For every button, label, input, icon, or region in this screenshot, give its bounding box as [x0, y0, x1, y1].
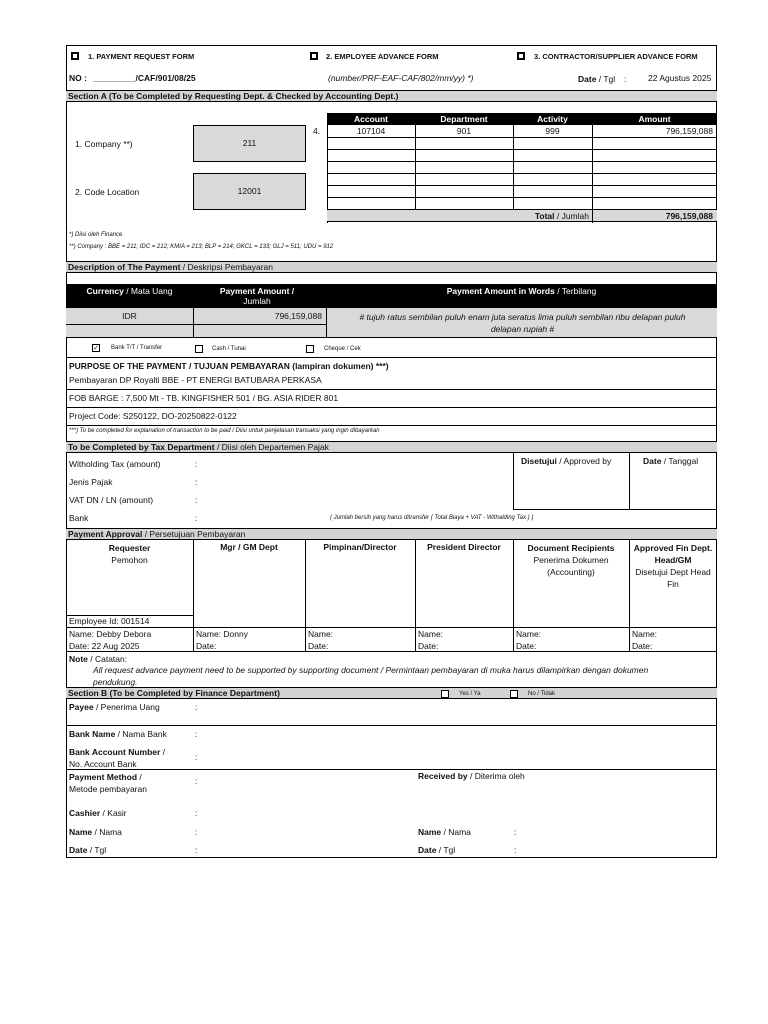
- bank-name-label: Bank Name / Nama Bank: [69, 729, 167, 739]
- employee-advance-checkbox[interactable]: [310, 52, 318, 60]
- form3-label: 3. CONTRACTOR/SUPPLIER ADVANCE FORM: [534, 52, 698, 61]
- payee-label: Payee / Penerima Uang: [69, 702, 160, 712]
- payment-request-checkbox[interactable]: [71, 52, 79, 60]
- purpose-note: ***) To be completed for explanation of transaction to be paid / Diisi untuk penjelasan transaksi yang ingin dibayarkan: [69, 428, 380, 434]
- col-requester: Requester Pemohon: [108, 543, 151, 565]
- tax-colon-2: :: [195, 477, 198, 487]
- tax-vat-label: VAT DN / LN (amount): [69, 495, 154, 505]
- date-colon: :: [624, 74, 627, 84]
- tax-colon-4: :: [195, 513, 198, 523]
- company-value: 211: [193, 125, 306, 162]
- requester-date: Date: 22 Aug 2025: [69, 641, 140, 651]
- no-label: NO :: [69, 73, 87, 83]
- section-a-title: Section A (To be Completed by Requesting Dept. & Checked by Accounting Dept.): [66, 90, 717, 102]
- cashier-name-colon: :: [195, 827, 198, 837]
- received-by-label: Received by / Diterima oleh: [418, 771, 525, 781]
- description-title: Description of The Payment / Deskripsi Pembayaran: [66, 261, 717, 273]
- col-president: President Director: [427, 542, 501, 552]
- currency-value: IDR: [122, 311, 137, 321]
- words-header: Payment Amount in Words / Terbilang: [446, 286, 597, 296]
- requester-name: Name: Debby Debora: [69, 629, 152, 639]
- note-label: Note / Catatan:: [69, 654, 128, 664]
- cell-amount: 796,159,088: [665, 126, 713, 136]
- currency-header: Currency / Mata Uang: [86, 286, 173, 296]
- tax-bank-note: ( Jumlah bersih yang harus ditransfer ( Total Biaya + VAT - Withalding Tax ) ): [330, 515, 534, 521]
- amount-header: Payment Amount / Jumlah: [219, 286, 295, 306]
- tax-date-label: Date / Tanggal: [643, 456, 699, 466]
- president-date: Date:: [418, 641, 439, 651]
- cashier-date-colon: :: [195, 845, 198, 855]
- total-value: 796,159,088: [665, 211, 713, 221]
- cell-activity: 999: [545, 126, 560, 136]
- amount-words: # tujuh ratus sembilan puluh enam juta seratus lima puluh sembilan ribu delapan puluh delapan rupiah #: [359, 312, 686, 334]
- no-checkbox[interactable]: [510, 690, 518, 698]
- section-b-title: Section B (To be Completed by Finance Department): [66, 687, 717, 699]
- recipient-date: Date:: [516, 641, 537, 651]
- total-row: [327, 209, 717, 222]
- col-mgr: Mgr / GM Dept: [220, 542, 278, 552]
- cell-account: 107104: [356, 126, 386, 136]
- purpose-line2: FOB BARGE : 7,500 Mt - TB. KINGFISHER 501 / BG. ASIA RIDER 801: [69, 393, 339, 403]
- tax-witholding-label: Witholding Tax (amount): [69, 459, 161, 469]
- cash-checkbox[interactable]: [195, 345, 203, 353]
- check-icon: ✓: [93, 345, 99, 352]
- note-company: **) Company : BBE = 211; IDC = 212; KMIA = 213; BLP = 214; GKCL = 133; GLJ = 511; UDU = 912: [69, 244, 334, 250]
- tax-approved-by: Disetujui / Approved by: [521, 456, 612, 466]
- mgr-date: Date:: [196, 641, 217, 651]
- tax-bank-label: Bank: [69, 513, 89, 523]
- row-number: 4.: [313, 126, 321, 136]
- number-format: (number/PRF-EAF-CAF/802/mm/yy) *): [328, 73, 474, 83]
- col-fin-head: Approved Fin Dept. Head/GM Disetujui Dept Head Fin: [633, 543, 713, 589]
- form2-label: 2. EMPLOYEE ADVANCE FORM: [326, 52, 439, 61]
- bank-transfer-label: Bank T/T / Transfer: [111, 345, 163, 351]
- tax-colon-3: :: [195, 495, 198, 505]
- no-label: No / Tidak: [528, 691, 556, 697]
- cell-department: 901: [456, 126, 472, 136]
- description-header: [66, 284, 717, 308]
- receiver-date-label: Date / Tgl: [418, 845, 456, 855]
- cash-label: Cash / Tunai: [212, 346, 246, 352]
- cashier-label: Cashier / Kasir: [69, 808, 127, 818]
- company-label: 1. Company **): [75, 139, 133, 149]
- account-table-header: [327, 113, 717, 125]
- tax-colon-1: :: [195, 459, 198, 469]
- col-recipients: Document Recipients Penerima Dokumen (Accounting): [527, 543, 615, 577]
- bank-transfer-checkbox[interactable]: [92, 344, 100, 352]
- yes-checkbox[interactable]: [441, 690, 449, 698]
- recipient-name: Name:: [516, 629, 542, 639]
- header-department: Department: [440, 114, 488, 124]
- note-finance: *) Diisi oleh Finance: [69, 232, 123, 238]
- form1-label: 1. PAYMENT REQUEST FORM: [88, 52, 195, 61]
- code-location-label: 2. Code Location: [75, 187, 140, 197]
- cashier-date-label: Date / Tgl: [69, 845, 107, 855]
- approval-title: Payment Approval / Persetujuan Pembayaran: [66, 528, 717, 540]
- date-value: 22 Agustus 2025: [648, 73, 712, 83]
- bank-name-colon: :: [195, 729, 198, 739]
- purpose-title: PURPOSE OF THE PAYMENT / TUJUAN PEMBAYARAN (lampiran dokumen) ***): [69, 361, 389, 371]
- payment-method-colon: :: [195, 776, 198, 786]
- header-account: Account: [354, 114, 388, 124]
- receiver-name-colon: :: [514, 827, 517, 837]
- yes-label: Yes / Ya: [459, 691, 481, 697]
- col-director: Pimpinan/Director: [323, 542, 397, 552]
- tax-type-label: Jenis Pajak: [69, 477, 113, 487]
- cheque-label: Cheque / Cek: [324, 346, 361, 352]
- director-name: Name:: [308, 629, 334, 639]
- receiver-date-colon: :: [514, 845, 517, 855]
- employee-id: Employee Id: 001514: [69, 616, 150, 626]
- account-number-colon: :: [195, 752, 198, 762]
- fin-head-name: Name:: [632, 629, 658, 639]
- purpose-line1: Pembayaran DP Royalti BBE - PT ENERGI BATUBARA PERKASA: [69, 375, 322, 385]
- no-value: _________/CAF/901/08/25: [93, 73, 196, 83]
- contractor-advance-checkbox[interactable]: [517, 52, 525, 60]
- mgr-name: Name: Donny: [196, 629, 248, 639]
- header-amount: Amount: [638, 114, 671, 124]
- tax-title: To be Completed by Tax Department / Diisi oleh Departemen Pajak: [66, 441, 717, 453]
- note-text: All request advance payment need to be supported by supporting document / Permintaan pembayaran di muka harus dilampirkan dengan dokumen pendukung.: [93, 665, 649, 687]
- payment-method-label: Payment Method / Metode pembayaran: [69, 772, 147, 794]
- fin-head-date: Date:: [632, 641, 653, 651]
- total-label: Total / Jumlah: [534, 211, 589, 221]
- president-name: Name:: [418, 629, 444, 639]
- cheque-checkbox[interactable]: [306, 345, 314, 353]
- purpose-line3: Project Code: S250122, DO-20250822-0122: [69, 411, 237, 421]
- cashier-name-label: Name / Nama: [69, 827, 122, 837]
- code-location-value: 12001: [193, 173, 306, 210]
- receiver-name-label: Name / Nama: [418, 827, 471, 837]
- date-label: Date / Tgl: [578, 74, 616, 84]
- director-date: Date:: [308, 641, 329, 651]
- cashier-colon: :: [195, 808, 198, 818]
- header-activity: Activity: [537, 114, 568, 124]
- account-number-label: Bank Account Number / No. Account Bank: [69, 747, 166, 769]
- payee-colon: :: [195, 702, 198, 712]
- amount-value: 796,159,088: [274, 311, 322, 321]
